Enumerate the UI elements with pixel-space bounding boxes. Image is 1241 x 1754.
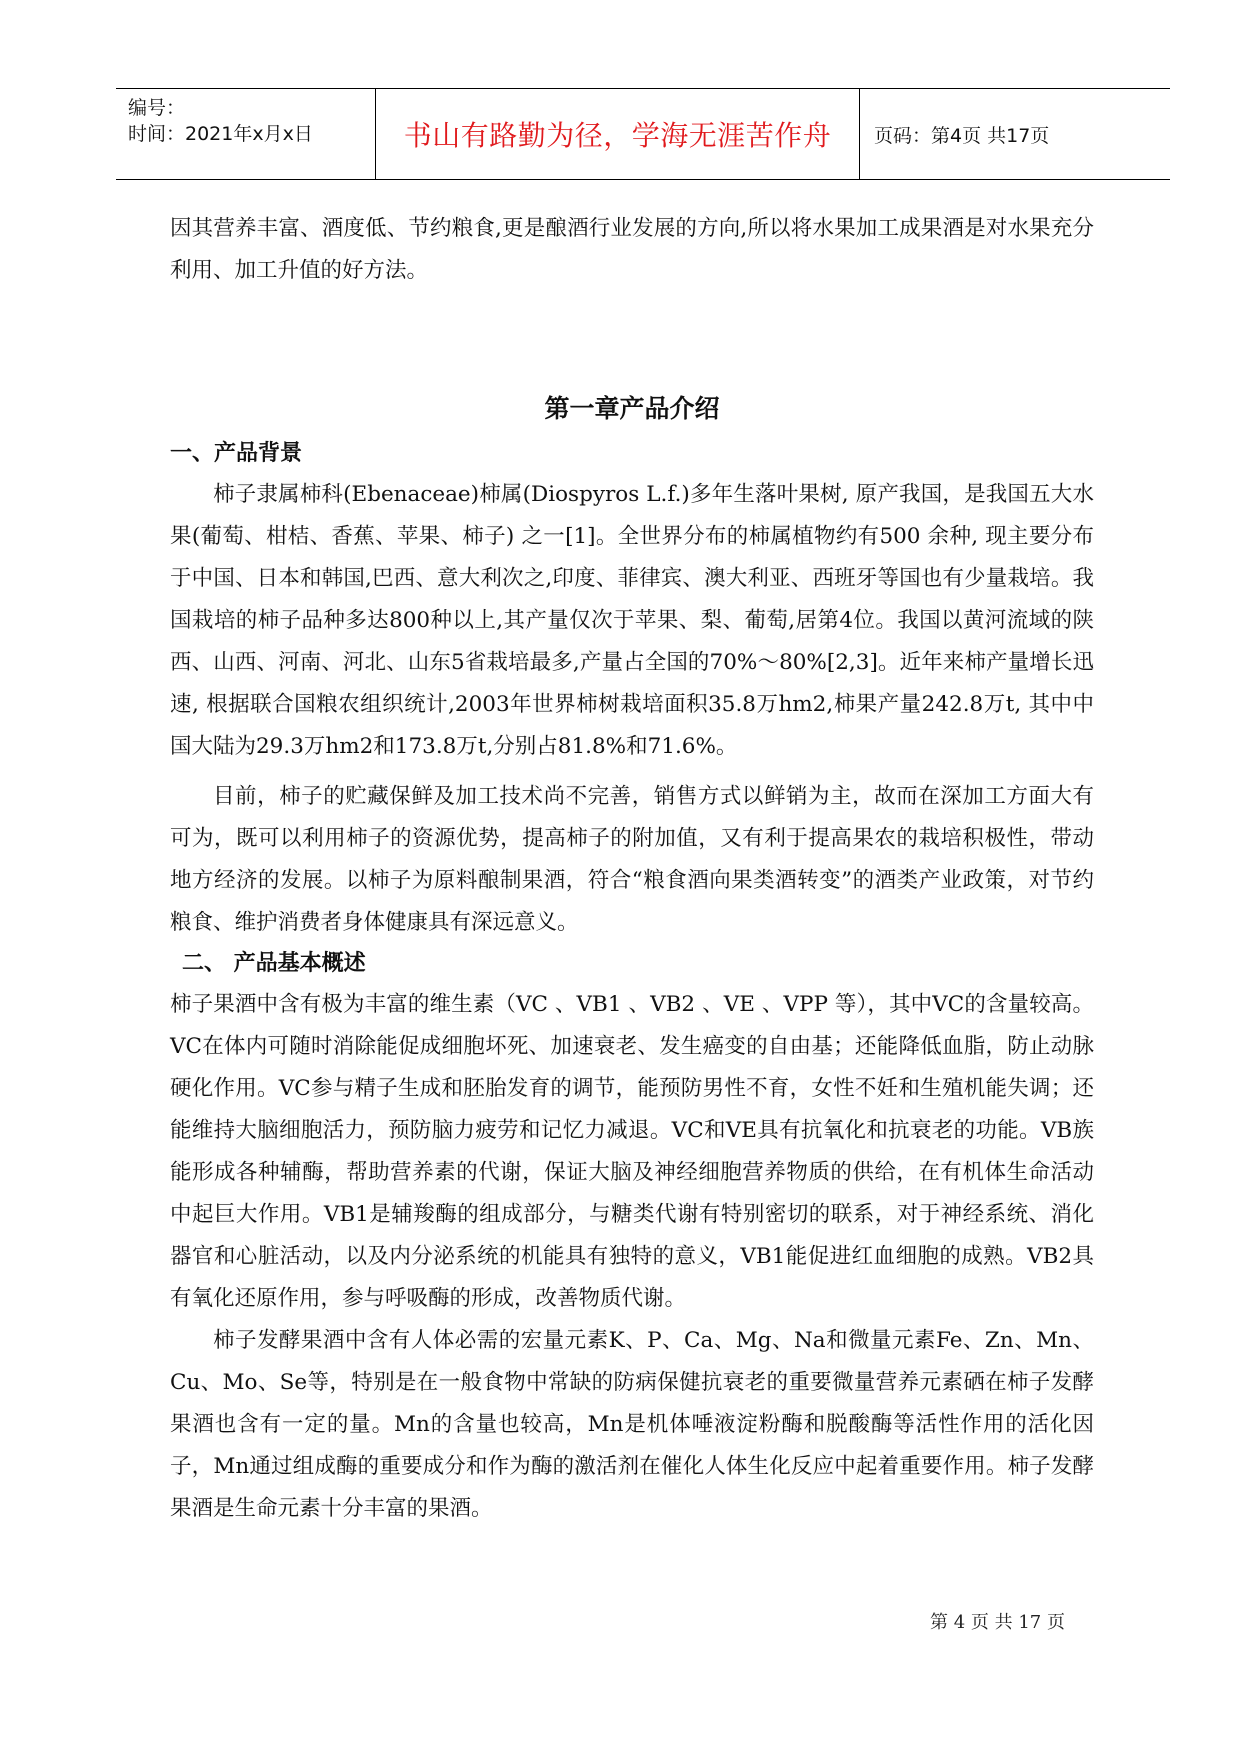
paragraph-background-2: 目前，柿子的贮藏保鲜及加工技术尚不完善，销售方式以鲜销为主，故而在深加工方面大有可为，既可以利用柿子的资源优势，提高柿子的附加值，又有利于提高果农的栽培积极性，带动地方经济的发展。以柿子为原料酿制果酒，符合“粮食酒向果类酒转变”的酒类产业政策，对节约粮食、维护消费者身体健康具有深远意义。 (170, 784, 1094, 935)
paragraph-overview-1: 柿子果酒中含有极为丰富的维生素（VC 、VB1 、VB2 、VE 、VPP 等），其中VC的含量较高。VC在体内可随时消除能促成细胞坏死、加速衰老、发生癌变的自由基；还能降低血脂，防止动脉硬化作用。VC参与精子生成和胚胎发育的调节，能预防男性不育，女性不妊和生殖机能失调；还能维持大脑细胞活力，预防脑力疲劳和记忆力减退。VC和VE具有抗氧化和抗衰老的功能。VB族能形成各种辅酶，帮助营养素的代谢，保证大脑及神经细胞营养物质的供给，在有机体生命活动中起巨大作用。VB1是辅羧酶的组成部分，与糖类代谢有特别密切的联系，对于神经系统、消化器官和心脏活动，以及内分泌系统的机能具有独特的意义，VB1能促进红血细胞的成熟。VB2具有氧化还原作用，参与呼吸酶的形成，改善物质代谢。 (170, 992, 1094, 1311)
intro-paragraph: 因其营养丰富、酒度低、节约粮食,更是酿酒行业发展的方向,所以将水果加工成果酒是对水果充分利用、加工升值的好方法。 (170, 216, 1094, 283)
header-page-info: 页码：第4页 共17页 (874, 124, 1050, 147)
page-footer: 第 4 页 共 17 页 (930, 1612, 1065, 1633)
header-motto: 书山有路勤为径，学海无涯苦作舟 (376, 89, 860, 179)
section-heading-background: 一、产品背景 (170, 441, 303, 466)
paragraph-overview-2: 柿子发酵果酒中含有人体必需的宏量元素K、P、Ca、Mg、Na和微量元素Fe、Zn、Mn、Cu、Mo、Se等，特别是在一般食物中常缺的防病保健抗衰老的重要微量营养元素硒在柿子发酵果酒也含有一定的量。Mn的含量也较高，Mn是机体唾液淀粉酶和脱酸酶等活性作用的活化因子，Mn通过组成酶的重要成分和作为酶的激活剂在催化人体生化反应中起着重要作用。柿子发酵果酒是生命元素十分丰富的果酒。 (170, 1328, 1094, 1521)
document-time-label: 时间：2021年x月x日 (128, 123, 313, 145)
chapter-title: 第一章产品介绍 (544, 394, 720, 423)
document-number-label: 编号： (128, 97, 186, 119)
paragraph-background-1: 柿子隶属柿科(Ebenaceae)柿属(Diospyros L.f.)多年生落叶果树, 原产我国，是我国五大水果(葡萄、柑桔、香蕉、苹果、柿子) 之一[1]。全世界分布的柿属植物约有500 余种, 现主要分布于中国、日本和韩国,巴西、意大利次之,印度、菲律宾、澳大利亚、西班牙等国也有少量栽培。我国栽培的柿子品种多达800种以上,其产量仅次于苹果、梨、葡萄,居第4位。我国以黄河流域的陕西、山西、河南、河北、山东5省栽培最多,产量占全国的70%～80%[2,3]。近年来柿产量增长迅速, 根据联合国粮农组织统计,2003年世界柿树栽培面积35.8万hm2,柿果产量242.8万t, 其中中国大陆为29.3万hm2和173.8万t,分别占81.8%和71.6%。 (170, 482, 1094, 759)
header-meta (116, 89, 376, 179)
page-header (116, 88, 1170, 180)
section-heading-overview: 二、 产品基本概述 (182, 951, 366, 976)
document-body (170, 208, 1094, 1530)
